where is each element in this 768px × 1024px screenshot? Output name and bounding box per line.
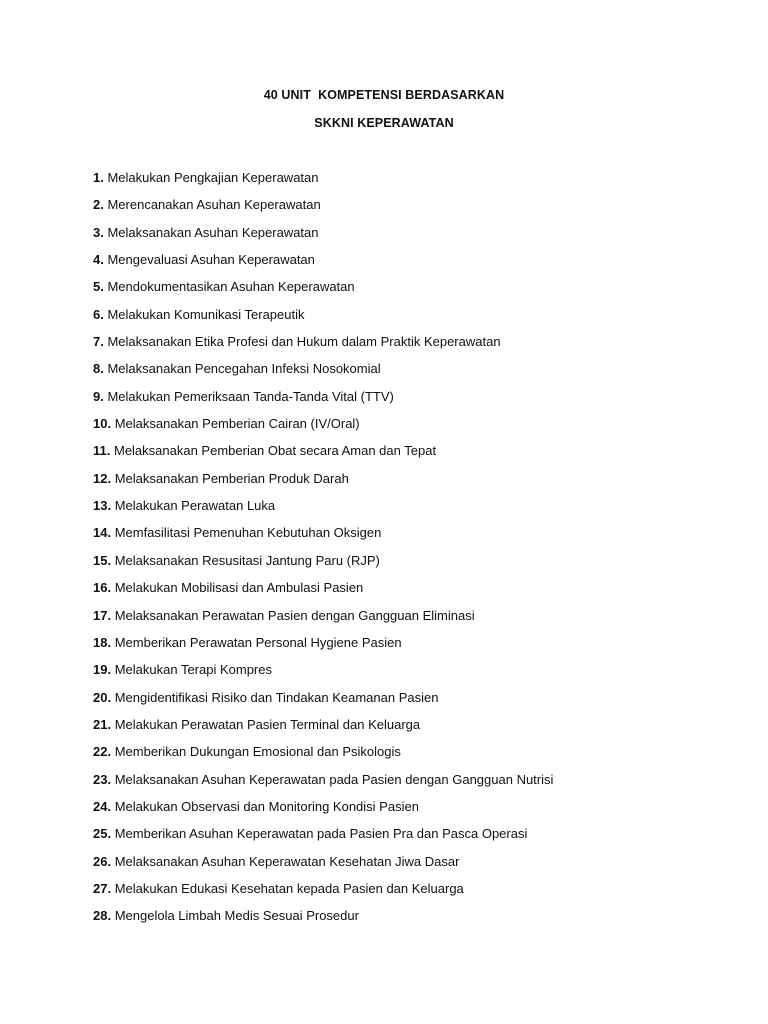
list-item: [93, 497, 553, 524]
list-item: [93, 524, 553, 551]
list-item: [93, 798, 553, 825]
document-title: 40 UNIT KOMPETENSI BERDASARKAN: [263, 88, 505, 102]
item-text: Melakukan Pemeriksaan Tanda-Tanda Vital (TTV): [107, 388, 394, 404]
item-text: Melaksanakan Perawatan Pasien dengan Gangguan Eliminasi: [114, 607, 475, 623]
list-item: [93, 825, 553, 852]
list-item: [93, 442, 553, 469]
item-number: 18.: [93, 634, 112, 650]
item-number: 9.: [93, 388, 104, 404]
item-number: 1.: [93, 170, 104, 185]
list-item: [93, 251, 553, 278]
list-item: [93, 224, 553, 251]
item-text: Memberikan Perawatan Personal Hygiene Pasien: [114, 634, 402, 650]
item-number: 15.: [93, 552, 112, 568]
item-number: 2.: [93, 197, 104, 213]
item-text: Mendokumentasikan Asuhan Keperawatan: [107, 279, 355, 295]
list-item: [93, 169, 553, 196]
list-item: [93, 689, 553, 716]
item-number: 21.: [93, 716, 112, 732]
competency-list: [93, 169, 553, 935]
item-text: Melaksanakan Etika Profesi dan Hukum dalam Praktik Keperawatan: [107, 334, 501, 350]
list-item: [93, 470, 553, 497]
item-number: 27.: [93, 880, 112, 896]
item-number: 19.: [93, 662, 112, 678]
item-number: 17.: [93, 607, 112, 623]
item-number: 16.: [93, 580, 112, 596]
item-text: Memberikan Asuhan Keperawatan pada Pasien Pra dan Pasca Operasi: [114, 826, 528, 842]
list-item: [93, 607, 553, 634]
item-number: 12.: [93, 470, 112, 486]
item-text: Melaksanakan Asuhan Keperawatan Kesehatan Jiwa Dasar: [114, 853, 460, 869]
item-number: 28.: [93, 908, 112, 924]
list-item: [93, 388, 553, 415]
item-number: 26.: [93, 853, 112, 869]
list-item: [93, 196, 553, 223]
item-text: Melaksanakan Resusitasi Jantung Paru (RJP): [114, 552, 380, 568]
item-number: 5.: [93, 279, 104, 295]
item-number: 10.: [93, 416, 112, 432]
item-text: Melakukan Perawatan Luka: [114, 498, 276, 514]
list-item: [93, 880, 553, 907]
item-number: 11.: [93, 443, 111, 459]
item-text: Melakukan Edukasi Kesehatan kepada Pasien dan Keluarga: [114, 880, 464, 896]
list-item: [93, 278, 553, 305]
item-text: Melaksanakan Asuhan Keperawatan: [107, 224, 319, 240]
item-number: 22.: [93, 744, 112, 760]
list-item: [93, 853, 553, 880]
item-text: Melaksanakan Pemberian Cairan (IV/Oral): [114, 416, 360, 432]
item-number: 20.: [93, 689, 112, 705]
item-number: 4.: [93, 252, 104, 268]
item-text: Memfasilitasi Pemenuhan Kebutuhan Oksigen: [114, 525, 382, 541]
item-text: Melakukan Mobilisasi dan Ambulasi Pasien: [114, 580, 364, 596]
item-text: Melakukan Terapi Kompres: [114, 662, 272, 678]
item-number: 25.: [93, 826, 112, 842]
list-item: [93, 333, 553, 360]
list-item: [93, 634, 553, 661]
item-number: 23.: [93, 771, 112, 787]
item-number: 6.: [93, 306, 104, 322]
item-text: Melakukan Perawatan Pasien Terminal dan Keluarga: [114, 716, 421, 732]
item-number: 14.: [93, 525, 112, 541]
item-text: Melakukan Observasi dan Monitoring Kondisi Pasien: [114, 798, 419, 814]
item-text: Melakukan Pengkajian Keperawatan: [107, 170, 319, 185]
item-number: 7.: [93, 334, 104, 350]
item-text: Mengelola Limbah Medis Sesuai Prosedur: [114, 908, 359, 924]
item-text: Melaksanakan Pencegahan Infeksi Nosokomial: [107, 361, 381, 377]
item-text: Melakukan Komunikasi Terapeutik: [107, 306, 305, 322]
list-item: [93, 579, 553, 606]
item-number: 8.: [93, 361, 104, 377]
list-item: [93, 771, 553, 798]
list-item: [93, 907, 553, 934]
item-text: Melaksanakan Pemberian Obat secara Aman dan Tepat: [113, 443, 437, 459]
list-item: [93, 716, 553, 743]
item-text: Melaksanakan Asuhan Keperawatan pada Pasien dengan Gangguan Nutrisi: [114, 771, 554, 787]
item-number: 24.: [93, 798, 112, 814]
item-text: Merencanakan Asuhan Keperawatan: [107, 197, 321, 213]
list-item: [93, 360, 553, 387]
item-text: Mengidentifikasi Risiko dan Tindakan Keamanan Pasien: [114, 689, 439, 705]
list-item: [93, 306, 553, 333]
item-number: 13.: [93, 498, 112, 514]
item-text: Melaksanakan Pemberian Produk Darah: [114, 470, 349, 486]
list-item: [93, 661, 553, 688]
item-text: Mengevaluasi Asuhan Keperawatan: [107, 252, 315, 268]
list-item: [93, 743, 553, 770]
item-number: 3.: [93, 224, 104, 240]
item-text: Memberikan Dukungan Emosional dan Psikologis: [114, 744, 401, 760]
document-subtitle: SKKNI KEPERAWATAN: [314, 116, 454, 130]
list-item: [93, 552, 553, 579]
list-item: [93, 415, 553, 442]
